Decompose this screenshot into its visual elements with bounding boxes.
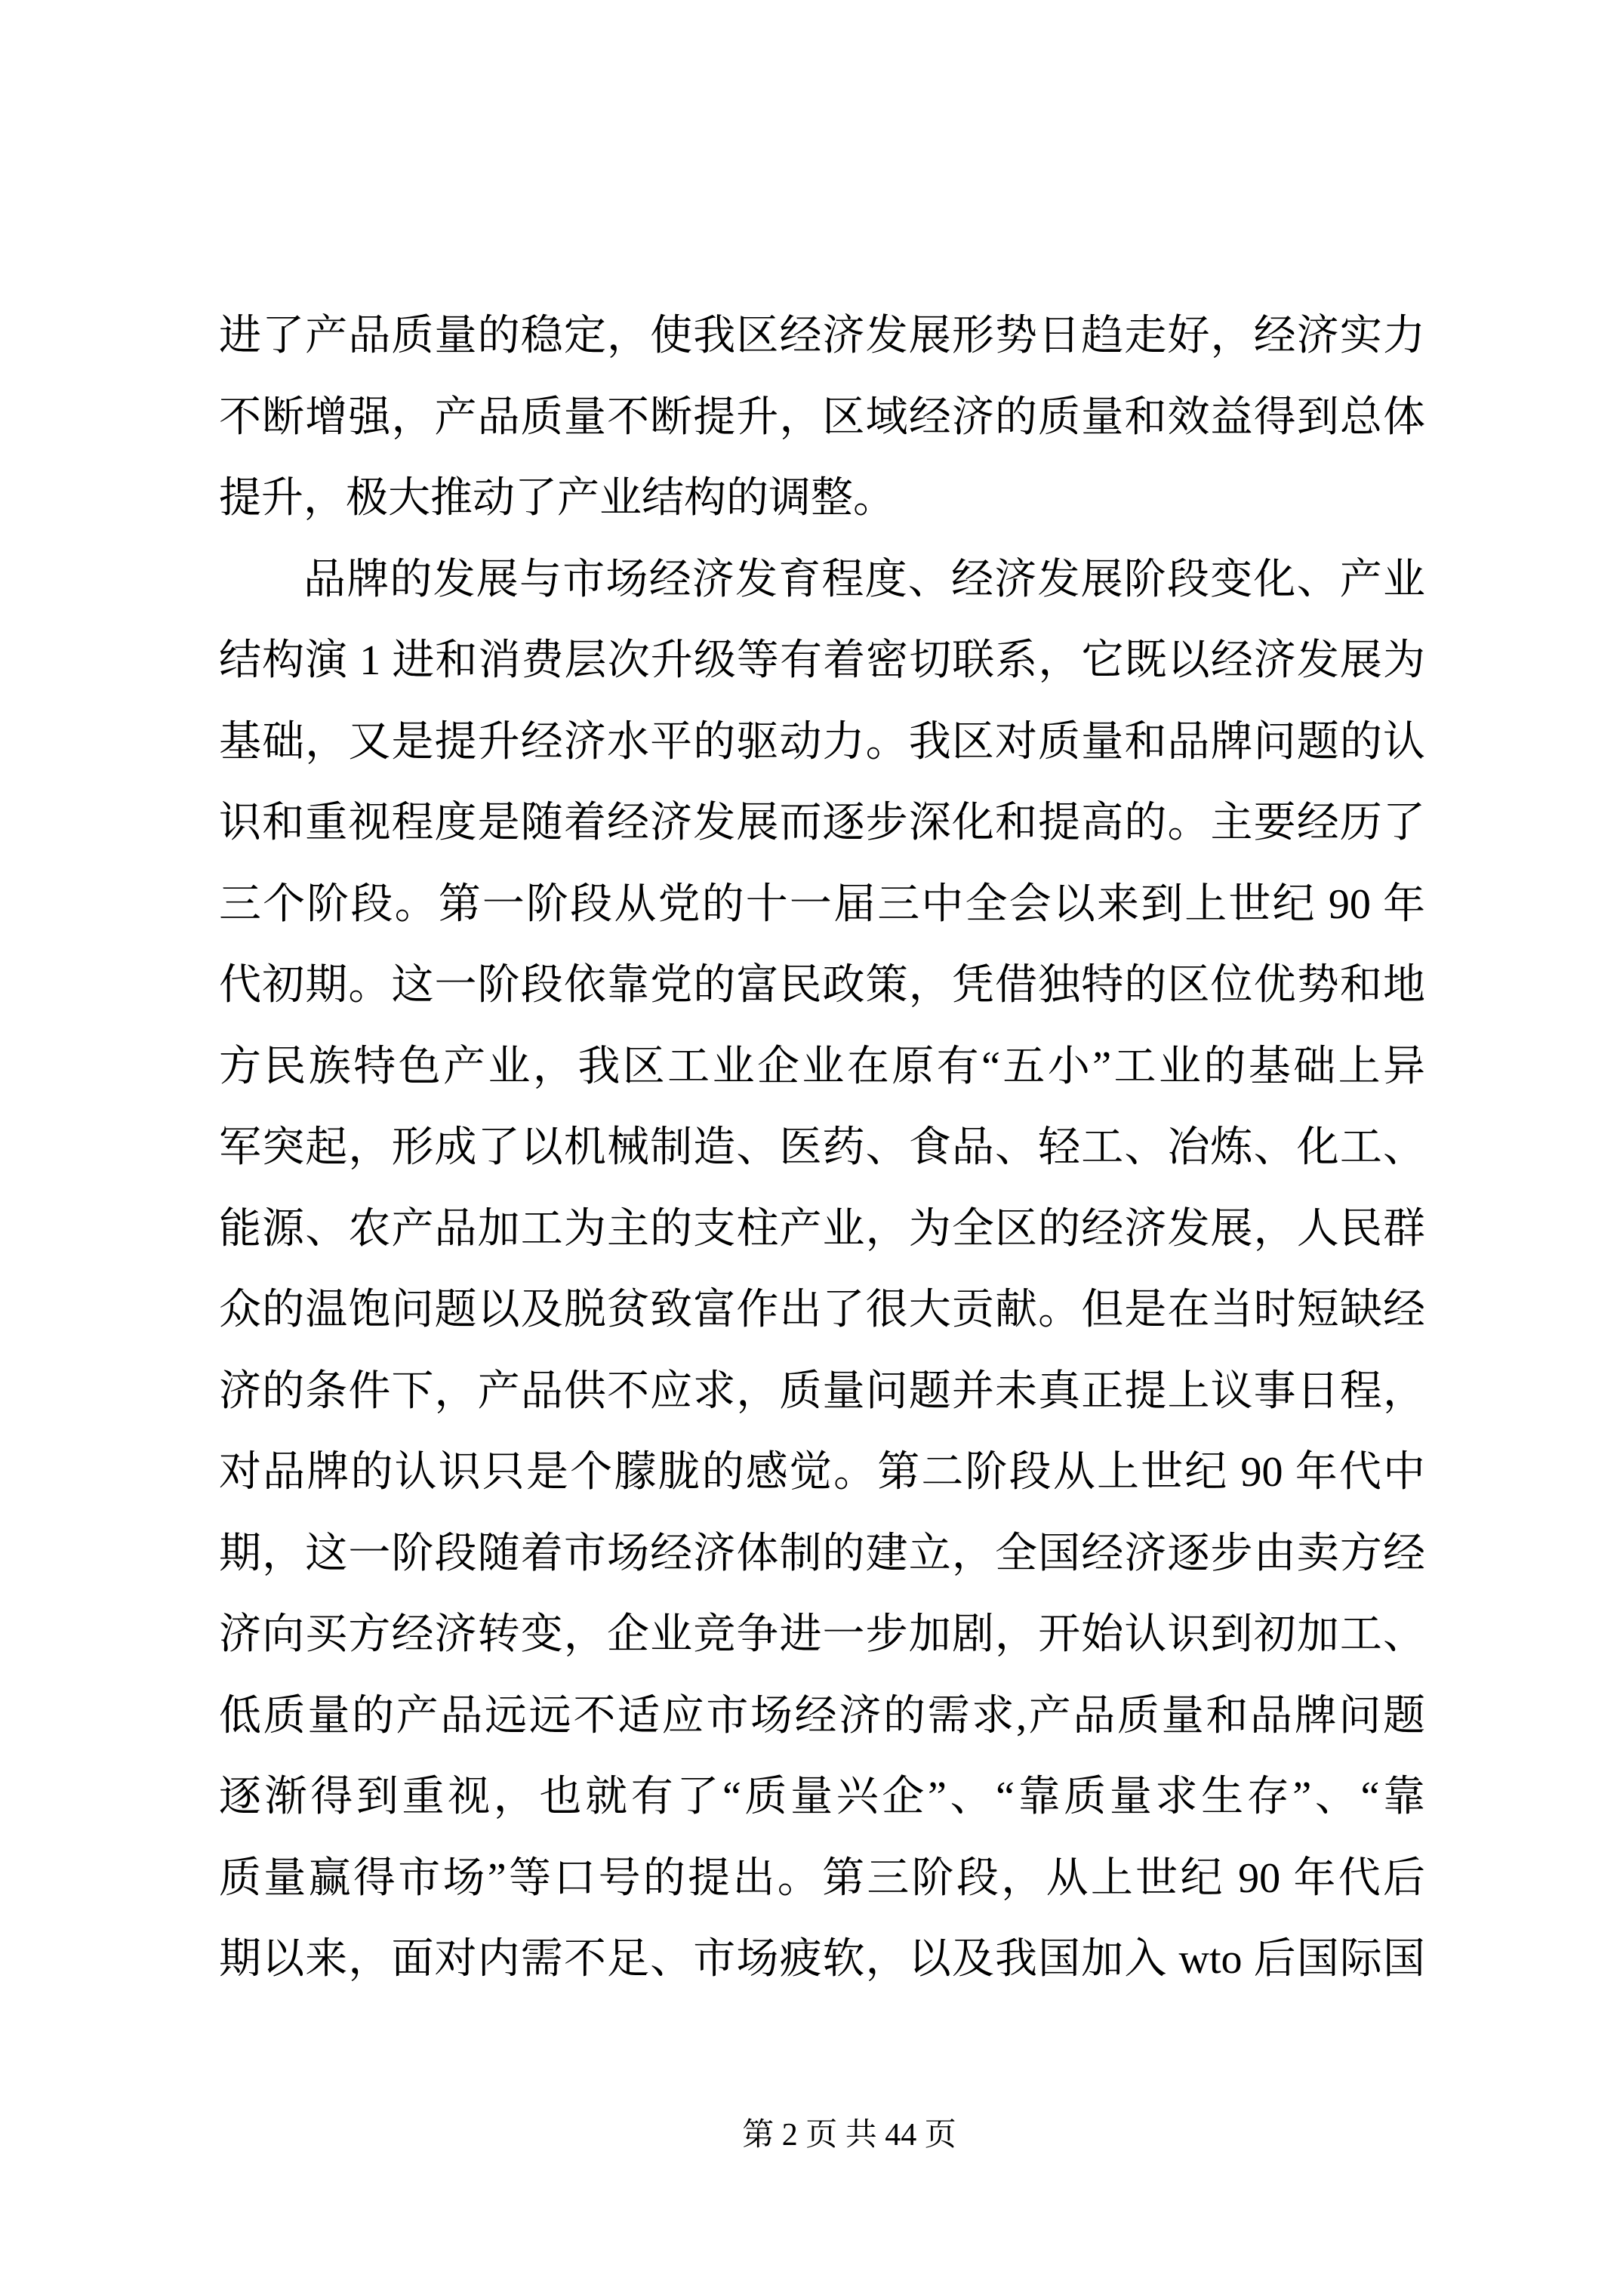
text-line: 品牌的发展与市场经济发育程度、经济发展阶段变化、产业: [303, 556, 1425, 603]
text-line: 军突起，形成了以机械制造、医药、食品、轻工、冶炼、化工、: [219, 1124, 1425, 1171]
text-line: 质量赢得市场”等口号的提出。第三阶段，从上世纪 90 年代后: [219, 1854, 1425, 1902]
text-line: 济向买方经济转变，企业竞争进一步加剧，开始认识到初加工、: [219, 1611, 1425, 1658]
text-line: 期以来，面对内需不足、市场疲软，以及我国加入 wto 后国际国: [219, 1936, 1425, 1983]
text-line: 逐渐得到重视，也就有了“质量兴企”、“靠质量求生存”、“靠: [219, 1774, 1425, 1820]
text-line: 进了产品质量的稳定，使我区经济发展形势日趋走好，经济实力: [219, 313, 1425, 359]
text-line: 结构演 1 进和消费层次升级等有着密切联系，它既以经济发展为: [219, 637, 1425, 684]
text-line: 众的温饱问题以及脱贫致富作出了很大贡献。但是在当时短缺经: [219, 1287, 1425, 1333]
text-line: 对品牌的认识只是个朦胧的感觉。第二阶段从上世纪 90 年代中: [219, 1449, 1425, 1496]
text-line: 能源、农产品加工为主的支柱产业，为全区的经济发展，人民群: [219, 1205, 1425, 1253]
text-line: 代初期。这一阶段依靠党的富民政策，凭借独特的区位优势和地: [219, 962, 1425, 1009]
text-line: 低质量的产品远远不适应市场经济的需求,产品质量和品牌问题: [219, 1692, 1425, 1740]
text-line: 三个阶段。第一阶段从党的十一届三中全会以来到上世纪 90 年: [219, 880, 1425, 928]
text-line: 济的条件下，产品供不应求，质量问题并未真正提上议事日程，: [219, 1367, 1425, 1415]
page-footer: [219, 2113, 1425, 2158]
text-line: 期，这一阶段随着市场经济体制的建立，全国经济逐步由卖方经: [219, 1530, 1425, 1577]
text-line: 基础，又是提升经济水平的驱动力。我区对质量和品牌问题的认: [219, 718, 1425, 766]
text-line: 不断增强，产品质量不断提升，区域经济的质量和效益得到总体: [219, 393, 1425, 441]
text-line: 方民族特色产业，我区工业企业在原有“五小”工业的基础上异: [219, 1043, 1425, 1090]
text-line: 识和重视程度是随着经济发展而逐步深化和提高的。主要经历了: [219, 800, 1425, 846]
text-line: 提升，极大推动了产业结构的调整。: [219, 475, 895, 522]
page-number-indicator: 第 2 页 共 44 页: [742, 2118, 956, 2153]
document-body: [219, 296, 1425, 2001]
